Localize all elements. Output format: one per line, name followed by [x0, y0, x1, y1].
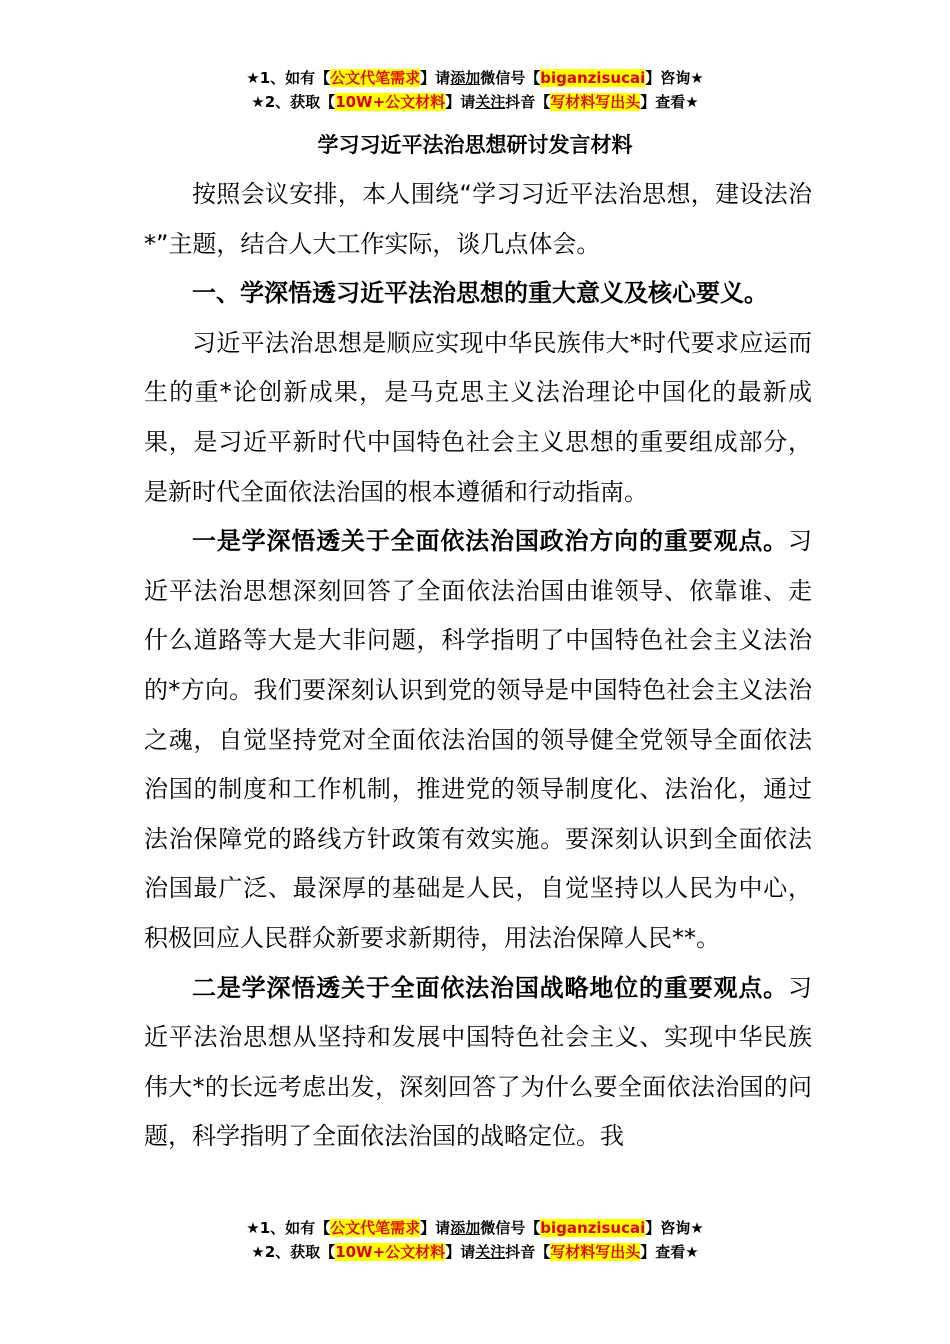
point-paragraph-2 [144, 964, 812, 1162]
banner-highlight: 公文代笔需求 [330, 69, 421, 87]
banner-highlight: 10W+公文材料 [335, 1243, 446, 1261]
body-paragraph: 习近平法治思想是顺应实现中华民族伟大*时代要求应运而生的重*论创新成果，是马克思主义法治理论中国化的最新成果，是习近平新时代中国特色社会主义思想的重要组成部分，是新时代全面依法治国的根本遵循和行动指南。 [144, 328, 812, 506]
banner-line-2: ★2、获取【10W+公文材料】请关注抖音【写材料写出头】查看★ [251, 1243, 699, 1261]
document-title: 学习习近平法治思想研讨发言材料 [317, 133, 633, 157]
banner-wechat-id: biganzisucai [540, 69, 646, 87]
banner-line-1: ★1、如有【公文代笔需求】请添加微信号【biganzisucai】咨询★ [246, 1219, 704, 1237]
document-body [144, 170, 812, 1162]
banner-douyin-id: 写材料写出头 [550, 1243, 641, 1261]
header-banner [0, 66, 950, 114]
point-text: 习近平法治思想从坚持和发展中国特色社会主义、实现中华民族伟大*的长远考虑出发，深刻回答了为什么要全面依法治国的问题，科学指明了全面依法治国的战略定位。我 [144, 973, 812, 1151]
banner-wechat-id: biganzisucai [540, 1219, 646, 1237]
banner-line-2: ★2、获取【10W+公文材料】请关注抖音【写材料写出头】查看★ [251, 93, 699, 111]
banner-line-1: ★1、如有【公文代笔需求】请添加微信号【biganzisucai】咨询★ [246, 69, 704, 87]
point-title: 二是学深悟透关于全面依法治国战略地位的重要观点。 [192, 973, 788, 1002]
banner-douyin-id: 写材料写出头 [550, 93, 641, 111]
point-text: 习近平法治思想深刻回答了全面依法治国由谁领导、依靠谁、走什么道路等大是大非问题，科学指明了中国特色社会主义法治的*方向。我们要深刻认识到党的领导是中国特色社会主义法治之魂，自觉坚持党对全面依法治国的领导健全党领导全面依法治国的制度和工作机制，推进党的领导制度化、法治化，通过法治保障党的路线方针政策有效实施。要深刻认识到全面依法治国最广泛、最深厚的基础是人民，自觉坚持以人民为中心，积极回应人民群众新要求新期待，用法治保障人民**。 [144, 527, 812, 952]
point-title: 一是学深悟透关于全面依法治国政治方向的重要观点。 [192, 527, 788, 556]
banner-highlight: 公文代笔需求 [330, 1219, 421, 1237]
section-heading: 一、学深悟透习近平法治思想的重大意义及核心要义。 [192, 279, 768, 308]
intro-paragraph: 按照会议安排，本人围绕“学习习近平法治思想，建设法治*”主题，结合人大工作实际，谈几点体会。 [144, 180, 812, 258]
footer-banner [0, 1216, 950, 1264]
banner-highlight: 10W+公文材料 [335, 93, 446, 111]
point-paragraph-1 [144, 517, 812, 963]
